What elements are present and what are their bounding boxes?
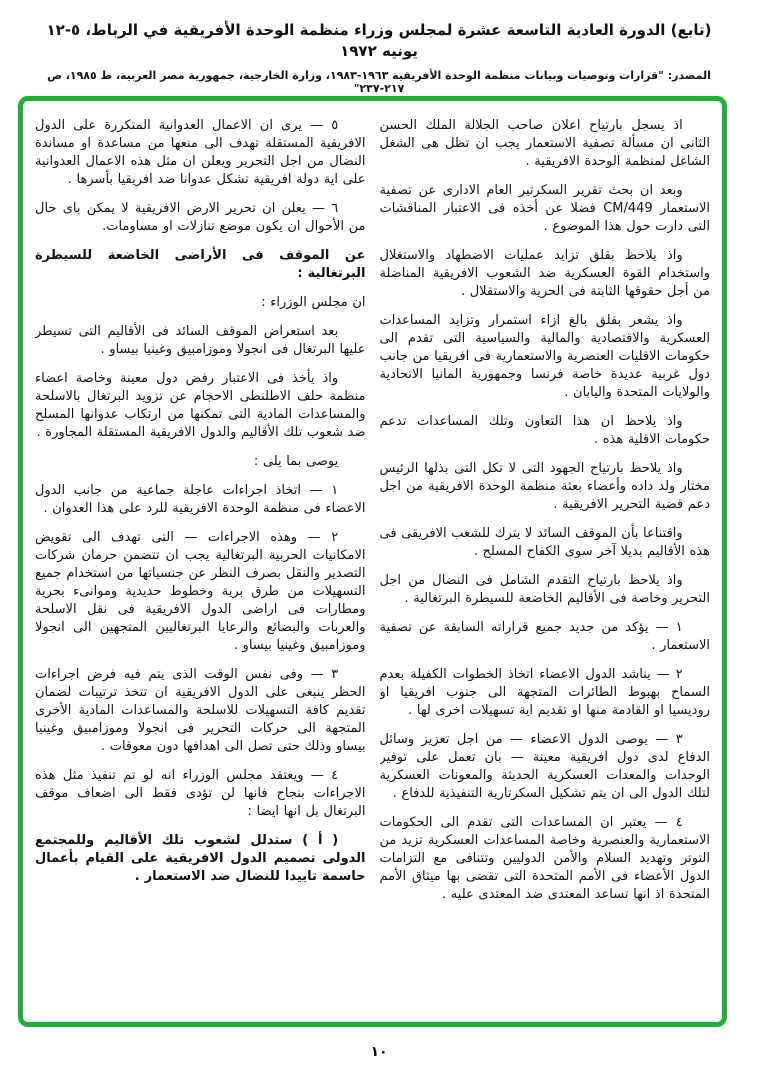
text-column-right	[380, 117, 711, 986]
paragraph: ( أ ) ستدلل لشعوب تلك الأقاليم وللمجتمع الدولى تصميم الدول الافريقية على القيام بأعمال حاسمة تاييدا للنضال ضد الاستعمار .	[35, 833, 366, 884]
paragraph: ٣ — يوصى الدول الاعضاء — من اجل تعزيز وسائل الدفاع لدى دول افريقية معينة — بان تعمل على توفير الوحدات والمعدات العسكرية الحديثة والمعونات العسكرية لتلك الدول الى ان يتم تشكيل السكرتارية التنفيذية للدفاع .	[379, 732, 710, 801]
paragraph: عن الموقف فى الأراضى الخاضعة للسيطرة البرتغالية :	[35, 248, 366, 281]
paragraph: ٣ — وفى نفس الوقت الذى يتم فيه فرض اجراءات الحظر ينبغى على الدول الافريقية ان تتخذ ترتيبات لضمان تقديم كافة التسهيلات للاسلحة والمساعدات المادية الأخرى المتجهة الى حركات التحرير فى انجولا وموزامبيق وغينيا بيساو وذلك حتى تصل الى اهدافها دون معوقات .	[35, 667, 366, 754]
paragraph: واذ يلاحظ بارتياح التقدم الشامل فى النضال من اجل التحرير وخاصة فى الأقاليم الخاضعة للسيطرة البرتغالية .	[379, 573, 710, 606]
paragraph: واذ يلاحظ ان هذا التعاون وتلك المساعدات تدعم حكومات الاقلية هذه .	[379, 414, 710, 447]
paragraph: ٤ — ويعتقد مجلس الوزراء انه لو تم تنفيذ مثل هذه الاجراءات بنجاح فانها لن تؤدى فقط الى اضعاف موقف البرتغال بل انها ايضا :	[35, 768, 366, 819]
paragraph: ٢ — وهذه الاجراءات — التى تهدف الى تقويض الامكانيات الحربية البرتغالية يجب ان تتضمن حرمان شركات التصدير والنقل بصرف النظر عن جنسياتها من استخدام جميع التسهيلات من طرق برية وخطوط حديدية وموانىء بحرية ومطارات فى اراضى الدول الافريقية فى نقل الاسلحة والعربات والبضائع والرعايا البرتغاليين المتجهين الى انجولا وموزامبيق وغينيا بيساو .	[35, 530, 366, 653]
two-column-text	[23, 101, 722, 996]
paragraph: اذ يسجل بارتياح اعلان صاحب الجلالة الملك الحسن الثانى ان مسألة تصفية الاستعمار يجب ان تظل هى الشغل الشاغل لمنظمة الوحدة الافريقية .	[379, 118, 710, 169]
source-citation: المصدر: "قرارات وتوصيات وبيانات منظمة الوحدة الأفريقية ١٩٦٣-١٩٨٣، وزارة الخارجية، جمهورية مصر العربية، ط ١٩٨٥، ص ٢١٧-٢٣٧"	[47, 69, 711, 95]
paragraph: واذ يلاحظ بقلق تزايد عمليات الاضطهاد والاستغلال واستخدام القوة العسكرية ضد الشعوب الافريقية المناضلة من أجل حقوقها الثابتة فى الحرية والاستقلال .	[379, 248, 710, 299]
paragraph: واذ يلاحظ بارتياح الجهود التى لا تكل التى بذلها الرئيس مختار ولد داده وأعضاء بعثة منظمة الوحدة الافريقية من اجل دعم قضية التحرير الافريقية .	[379, 461, 710, 512]
paragraph: ٢ — يناشد الدول الاعضاء اتخاذ الخطوات الكفيلة بعدم السماح بهبوط الطائرات المتجهة الى جنوب افريقيا او روديسيا او القادمة منها او تقديم اية تسهيلات اخرى لها .	[379, 667, 710, 718]
paragraph: ٥ — يرى ان الاعمال العدوانية المتكررة على الدول الافريقية المستقلة تهدف الى منعها من مساعدة او مساندة النضال من اجل التحرير ويعلن ان مثل هذه الاعمال العدوانية على اية دولة افريقية تشكل عدوانا ضد افريقيا بأسرها .	[35, 118, 366, 187]
paragraph: واذ يشعر بقلق بالغ ازاء استمرار وتزايد المساعدات العسكرية والاقتصادية والمالية والسياسية التى تقدم الى حكومات الاقليات العنصرية والاستعمارية فى افريقيا من جانب دول غربية عديدة خاصة فرنسا وجمهورية المانيا الاتحادية والولايات المتحدة واليابان .	[379, 313, 710, 400]
text-column-left	[35, 117, 366, 986]
paragraph: يوصى بما يلى :	[253, 454, 339, 469]
page-header	[30, 20, 728, 95]
session-title: (تابع) الدورة العادية التاسعة عشرة لمجلس وزراء منظمة الوحدة الأفريقية في الرباط، ٥-١٢ يونيه ١٩٧٢	[46, 21, 712, 60]
green-border-box	[18, 96, 727, 1027]
paragraph: ان مجلس الوزراء :	[261, 295, 366, 310]
paragraph: ١ — اتخاذ اجراءات عاجلة جماعية من جانب الدول الاعضاء فى منظمة الوحدة الافريقية للرد على هذا العدوان .	[35, 483, 366, 516]
paragraph: ٤ — يعتبر ان المساعدات التى تقدم الى الحكومات الاستعمارية والعنصرية وخاصة المساعدات العسكرية تزيد من التوتر وتهديد السلام والأمن الدوليين وتتنافى مع التزامات الدول الأعضاء فى الأمم المتحدة التى تقضى بها ميثاق الأمم المتحدة اذ انها تساعد المعتدى ضد المعتدى عليه .	[379, 815, 710, 902]
paragraph: واقتناعا بأن الموقف السائد لا يترك للشعب الافريقى فى هذه الأقاليم بديلا آخر سوى الكفاح المسلح .	[379, 526, 710, 559]
paragraph: واذ يأخذ فى الاعتبار رفض دول معينة وخاصة اعضاء منظمة حلف الاطلنطى الاحجام عن تزويد البرتغال بالاسلحة والمساعدات المادية التى تمكنها من ارتكاب عدوانها المسلح ضد شعوب تلك الأقاليم والدول الافريقية المستقلة المجاورة .	[35, 371, 366, 440]
paragraph: بعد استعراض الموقف السائد فى الأقاليم التى تسيطر عليها البرتغال فى انجولا وموزامبيق وغينيا بيساو .	[35, 324, 366, 357]
paragraph: ٦ — يعلن ان تحرير الارض الافريقية لا يمكن باى حال من الأحوال ان يكون موضع تنازلات او مساومات.	[35, 201, 366, 234]
paragraph: وبعد ان بحث تقرير السكرتير العام الادارى عن تصفية الاستعمار CM/449 فضلا عن أخذه فى الاعتبار المناقشات التى دارت حول هذا الموضوع .	[379, 183, 710, 234]
paragraph: ١ — يؤكد من جديد جميع قراراته السابقة عن تصفية الاستعمار .	[379, 620, 710, 653]
page-number: ١٠	[370, 1044, 388, 1060]
